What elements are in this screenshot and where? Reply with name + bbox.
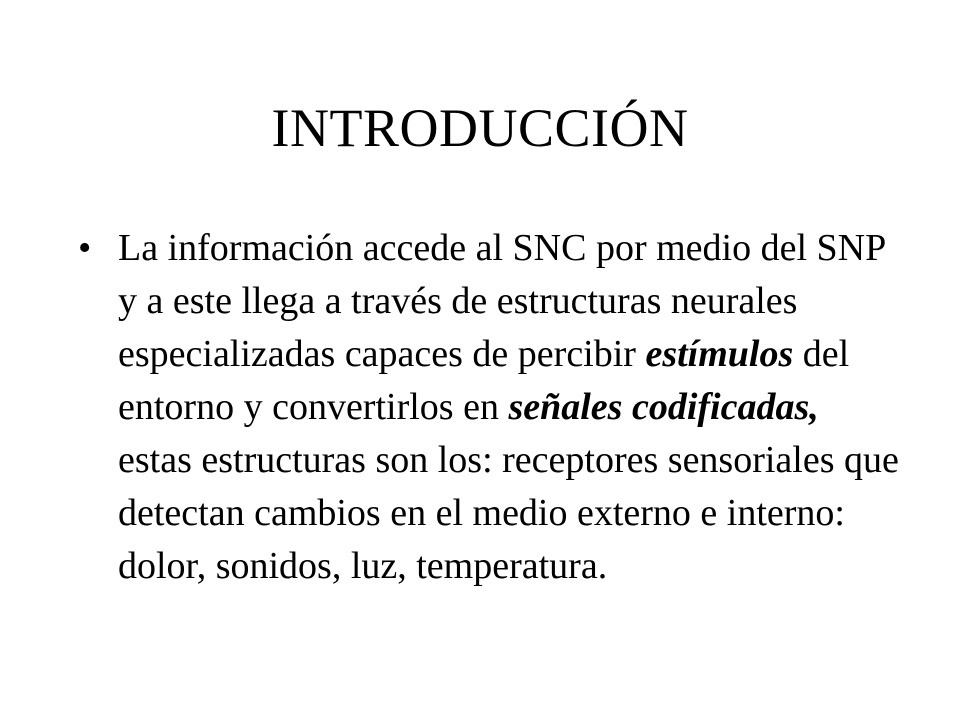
bullet-list	[72, 222, 902, 593]
bullet-text-part: La información accede al SNC por medio del SNP y a este llega a través de estructuras neurales especializadas capaces de percibir	[118, 227, 885, 375]
bullet-dot-icon: •	[78, 227, 92, 269]
bullet-text	[118, 227, 899, 587]
bullet-item	[72, 222, 902, 593]
bullet-text-part: estas estructuras son los: receptores sensoriales que detectan cambios en el medio externo e interno: dolor, sonidos, luz, temperatura.	[118, 439, 899, 587]
bullet-text-part: del entorno y convertirlos en	[118, 333, 850, 428]
emphasis-senales-codificadas: señales codificadas,	[508, 386, 819, 428]
emphasis-estimulos: estímulos	[645, 333, 794, 375]
slide-title: INTRODUCCIÓN	[271, 98, 689, 158]
